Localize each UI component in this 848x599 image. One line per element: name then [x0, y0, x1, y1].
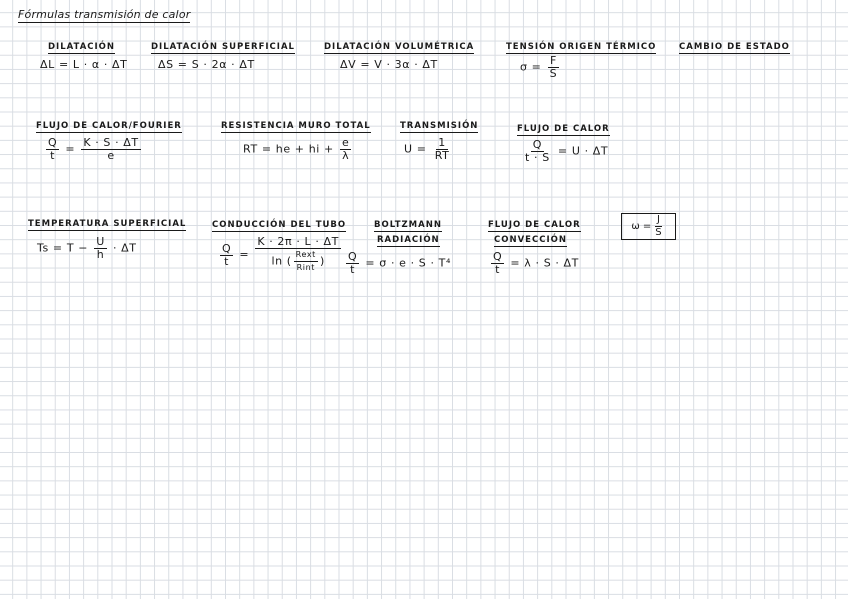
formula-conveccion: $\frac{Q}{t}$ = λ · S · ΔT [493, 250, 580, 276]
formula-flujo: $\frac{Q}{t \cdot S}$ = U · ΔT [525, 138, 609, 164]
heading-conveccion: CONVECCIÓN [494, 235, 567, 245]
heading-boltzmann: BOLTZMANN [374, 220, 442, 230]
formula-resistencia: RT = he + hi + $\frac{e}{\lambda}$ [243, 136, 350, 162]
formula-tubo: $\frac{Q}{t}$ = K · 2π · L · ΔT ln ( $\frac{\text{Rext}}{\text{Rint}}$ ) [222, 235, 339, 272]
heading-dilatacion: DILATACIÓN [48, 42, 116, 52]
formula-tension: σ = $\frac{F}{S}$ [520, 54, 558, 80]
heading-cambio: CAMBIO DE ESTADO [679, 42, 790, 52]
heading-tubo: CONDUCCIÓN DEL TUBO [212, 220, 347, 230]
heading-volumetrica: DILATACIÓN VOLUMÉTRICA [324, 42, 475, 52]
heading-tension: TENSIÓN ORIGEN TÉRMICO [506, 42, 657, 52]
formula-boltzmann: $\frac{Q}{t}$ = σ · e · S · T⁴ [348, 250, 452, 276]
heading-resistencia: RESISTENCIA MURO TOTAL [221, 121, 371, 131]
heading-fourier: FLUJO DE CALOR/FOURIER [36, 121, 182, 131]
formula-transmision: U = $\frac{1}{RT}$ [404, 136, 450, 162]
formula-superficial: ΔS = S · 2α · ΔT [158, 58, 255, 71]
heading-flujo: FLUJO DE CALOR [517, 124, 610, 134]
formula-fourier: $\frac{Q}{t}$ = $\frac{K \cdot S \cdot \Delta T}{e}$ [48, 136, 139, 162]
page-title: Fórmulas transmisión de calor [18, 8, 191, 21]
formula-volumetrica: ΔV = V · 3α · ΔT [340, 58, 438, 71]
formula-dilatacion: ΔL = L · α · ΔT [40, 58, 128, 71]
formula-temperatura: Ts = T − $\frac{U}{h}$ · ΔT [37, 235, 137, 261]
heading-temperatura: TEMPERATURA SUPERFICIAL [28, 219, 187, 229]
heading-radiacion: RADIACIÓN [377, 235, 440, 245]
heading-transmision: TRANSMISIÓN [400, 121, 479, 131]
heading-flujo-conveccion: FLUJO DE CALOR [488, 220, 581, 230]
heading-superficial: DILATACIÓN SUPERFICIAL [151, 42, 295, 52]
omega-box: ω = $\frac{J}{S}$ [621, 213, 676, 240]
